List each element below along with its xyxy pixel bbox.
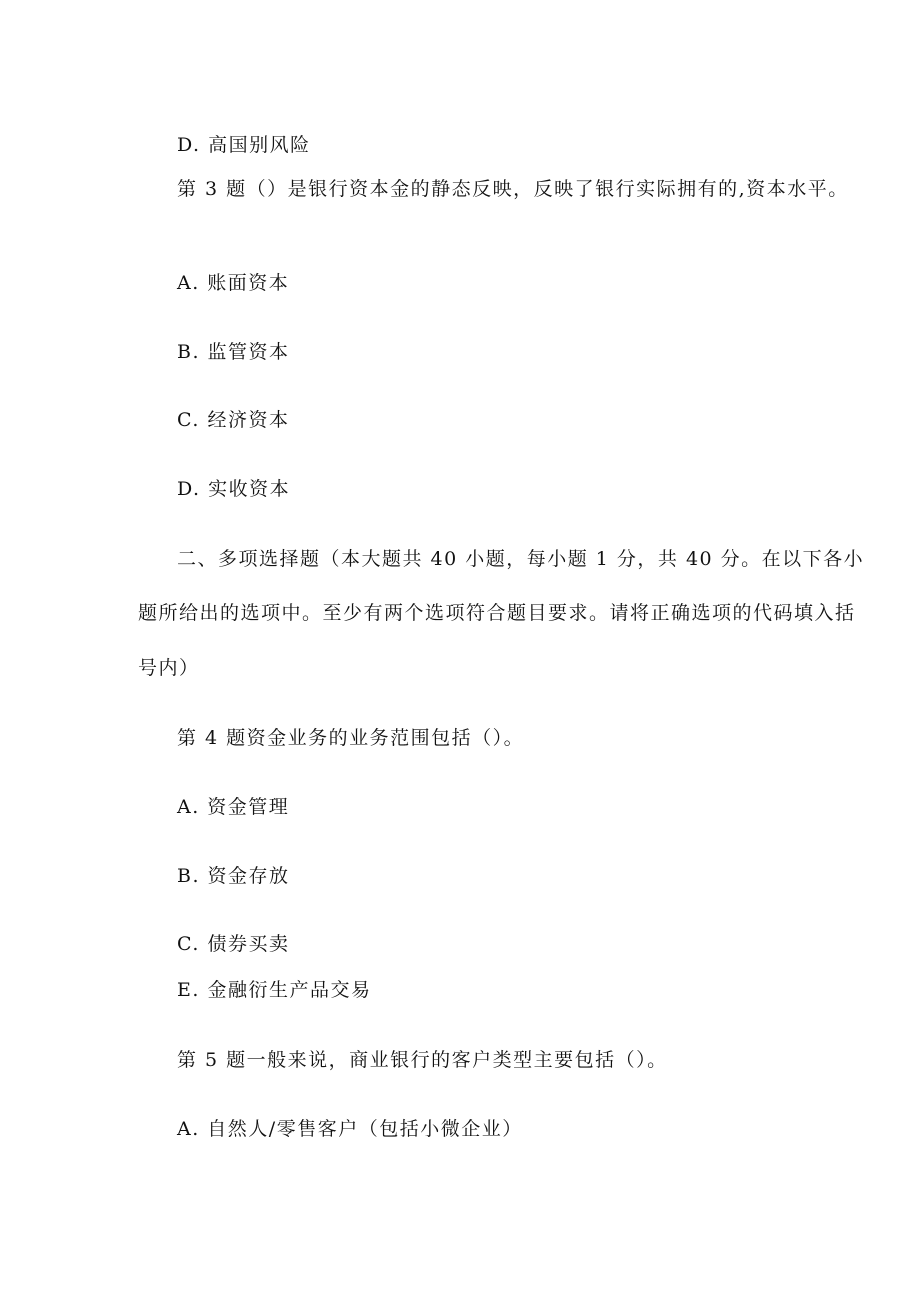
q4-option-b: B. 资金存放 (177, 865, 290, 887)
section2-line-1: 二、多项选择题（本大题共 40 小题，每小题 1 分，共 40 分。在以下各小 (177, 548, 865, 570)
q4-stem: 第 4 题资金业务的业务范围包括（）。 (177, 727, 525, 749)
q3-option-c: C. 经济资本 (177, 409, 290, 431)
q5-stem: 第 5 题一般来说，商业银行的客户类型主要包括（）。 (177, 1049, 668, 1071)
section2-line-3: 号内） (138, 657, 200, 679)
q3-option-d: D. 实收资本 (177, 478, 291, 500)
q4-option-e: E. 金融衍生产品交易 (177, 979, 372, 1001)
q3-option-a: A. 账面资本 (177, 272, 290, 294)
q3-option-b: B. 监管资本 (177, 341, 290, 363)
section2-line-2: 题所给出的选项中。至少有两个选项符合题目要求。请将正确选项的代码填入括 (138, 602, 856, 624)
q4-option-c: C. 债券买卖 (177, 933, 290, 955)
q5-option-a: A. 自然人/零售客户（包括小微企业） (177, 1118, 523, 1140)
q4-option-a: A. 资金管理 (177, 796, 290, 818)
q3-stem: 第 3 题（）是银行资本金的静态反映，反映了银行实际拥有的,资本水平。 (177, 178, 849, 200)
q2-option-d: D. 高国别风险 (177, 134, 311, 156)
